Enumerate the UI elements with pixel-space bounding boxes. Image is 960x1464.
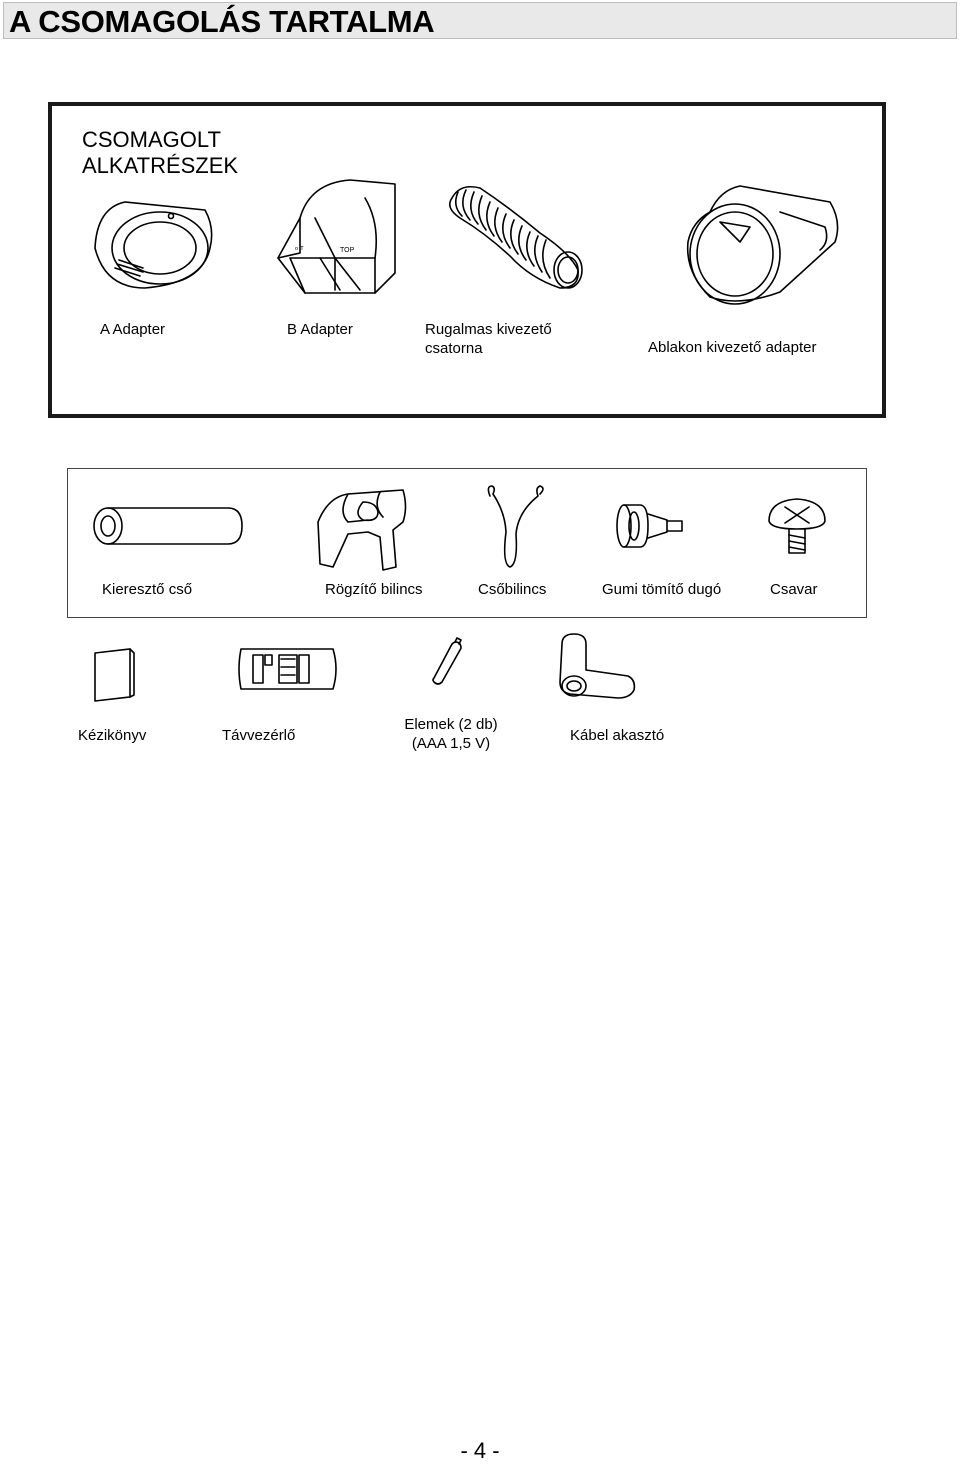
page-title: A CSOMAGOLÁS TARTALMA <box>9 4 435 39</box>
pipe-clip-label: Csőbilincs <box>478 581 547 598</box>
rubber-plug-label: Gumi tömítő dugó <box>602 581 722 598</box>
drain-pipe-label: Kieresztő cső <box>102 581 193 598</box>
page-header <box>3 2 957 39</box>
screw-label: Csavar <box>770 581 818 598</box>
page-number: - 4 - <box>460 1438 500 1463</box>
manual-icon <box>92 645 137 703</box>
adapter-a-icon <box>85 188 220 298</box>
cable-hook-label: Kábel akasztó <box>570 727 665 744</box>
fixing-clamp-icon <box>308 482 413 572</box>
svg-text:TOP: TOP <box>340 247 355 254</box>
adapter-a-label: A Adapter <box>100 321 166 338</box>
rubber-plug-icon <box>612 500 687 552</box>
flexible-hose-icon <box>440 178 590 293</box>
battery-icon <box>428 636 466 686</box>
packed-parts-title: CSOMAGOLT ALKATRÉSZEK <box>82 127 239 178</box>
adapter-b-icon <box>270 178 400 296</box>
flexible-hose-label: Rugalmas kivezető csatorna <box>425 321 552 357</box>
drain-pipe-icon <box>90 505 245 547</box>
svg-text:ᵒ ᵀ: ᵒ ᵀ <box>295 245 304 254</box>
cable-hook-icon <box>556 632 638 702</box>
window-adapter-icon <box>680 182 845 312</box>
remote-control-label: Távvezérlő <box>222 727 296 744</box>
remote-control-icon <box>235 645 340 693</box>
manual-label: Kézikönyv <box>78 727 147 744</box>
window-adapter-label: Ablakon kivezető adapter <box>648 339 817 356</box>
pipe-clip-icon <box>480 482 550 570</box>
adapter-b-label: B Adapter <box>287 321 353 338</box>
battery-label: Elemek (2 db) (AAA 1,5 V) <box>404 716 498 752</box>
screw-icon <box>765 495 830 557</box>
fixing-clamp-label: Rögzítő bilincs <box>325 581 423 598</box>
